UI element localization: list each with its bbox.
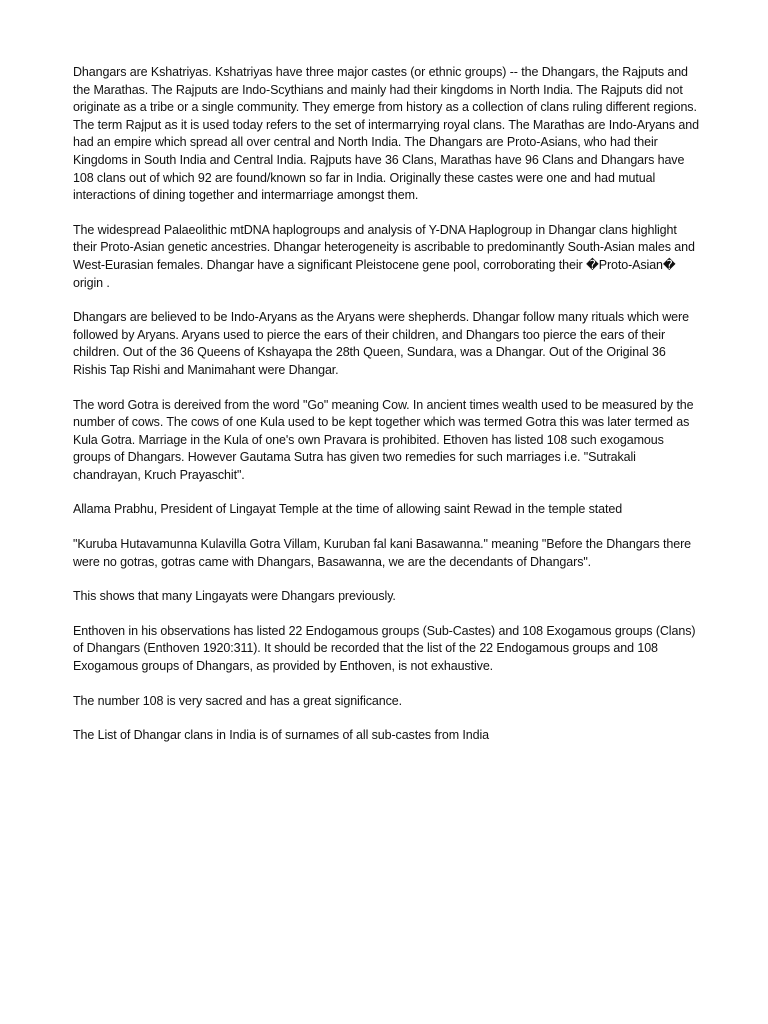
paragraph-indo-aryans: Dhangars are believed to be Indo-Aryans as the Aryans were shepherds. Dhangar follow many rituals which were followed by Aryans. Aryans used to pierce the ears of their children, and Dhangars too pierce the ears of their children. Out of the 36 Queens of Kshayapa the 28th Queen, Sundara, was a Dhangar. Out of the Original 36 Rishis Tap Rishi and Manimahant were Dhangar. [73,310,689,377]
paragraph-quote: "Kuruba Hutavamunna Kulavilla Gotra Villam, Kuruban fal kani Basawanna." meaning "Before the Dhangars there were no gotras, gotras came with Dhangars, Basawanna, we are the decendants of Dhangars". [73,537,692,569]
document-page [73,64,701,762]
paragraph-number-108: The number 108 is very sacred and has a great significance. [73,693,403,708]
paragraph-gotra: The word Gotra is dereived from the word "Go" meaning Cow. In ancient times wealth used to be measured by the number of cows. The cows of one Kula used to be kept together which was termed Gotra this was later termed as Kula Gotra. Marriage in the Kula of one's own Pravara is prohibited. Ethoven has listed 108 such exogamous groups of Dhangars. However Gautama Sutra has given two remedies for such marriages i.e. "Sutrakali chandrayan, Kruch Prayaschit". [73,397,694,482]
paragraph-enthoven: Enthoven in his observations has listed 22 Endogamous groups (Sub-Castes) and 108 Exogamous groups (Clans) of Dhangars (Enthoven 1920:311). It should be recorded that the list of the 22 Endogamous groups and 108 Exogamous groups of Dhangars, as provided by Enthoven, is not exhaustive. [73,623,696,674]
paragraph-lingayats: This shows that many Lingayats were Dhangars previously. [73,589,396,604]
paragraph-allama-prabhu: Allama Prabhu, President of Lingayat Temple at the time of allowing saint Rewad in the temple stated [73,502,623,517]
paragraph-kshatriya-castes: Dhangars are Kshatriyas. Kshatriyas have three major castes (or ethnic groups) -- the Dhangars, the Rajputs and the Marathas. The Rajputs are Indo-Scythians and mainly had their kingdoms in North India. The Rajputs did not originate as a tribe or a single community. They emerge from history as a collection of clans ruling different regions. The term Rajput as it is used today refers to the set of intermarrying royal clans. The Marathas are Indo-Aryans and had an empire which spread all over central and North India. The Dhangars are Proto-Asians, who had their Kingdoms in South India and Central India. Rajputs have 36 Clans, Marathas have 96 Clans and Dhangars have 108 clans out of which 92 are found/known so far in India. Originally these castes were one and had mutual interactions of dining together and intermarriage amongst them. [73,65,699,203]
paragraph-haplogroups: The widespread Palaeolithic mtDNA haplogroups and analysis of Y-DNA Haplogroup in Dhangar clans highlight their Proto-Asian genetic ancestries. Dhangar heterogeneity is ascribable to predominantly South-Asian males and West-Eurasian females. Dhangar have a significant Pleistocene gene pool, corroborating their �Proto-Asian� origin . [73,222,695,290]
paragraph-clan-list: The List of Dhangar clans in India is of surnames of all sub-castes from India [73,728,490,743]
